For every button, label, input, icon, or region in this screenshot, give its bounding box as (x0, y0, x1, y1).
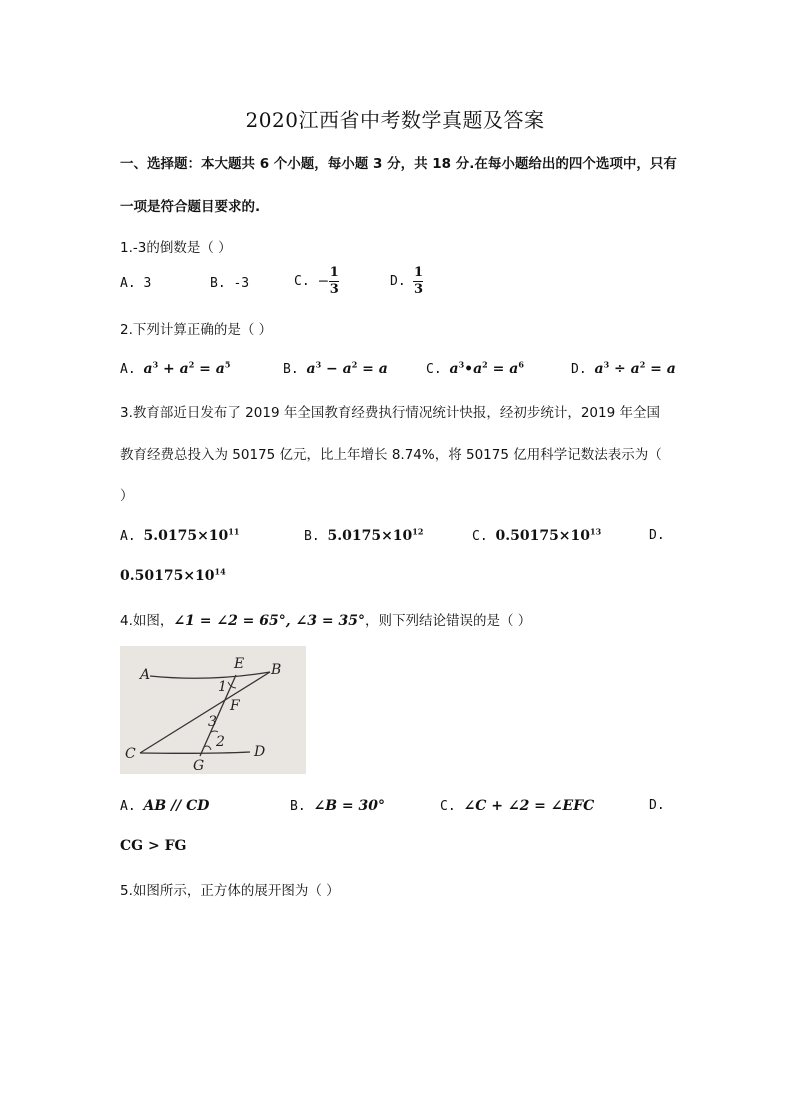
q3-option-a-exp: 11 (228, 526, 240, 537)
q4-option-d-text: CG > FG (120, 838, 187, 854)
q4-option-d-label: D. (649, 798, 665, 813)
label-1: 1 (218, 679, 227, 695)
q2-option-a-label: A. (120, 362, 136, 377)
q2-option-b-formula: $a^3 - a^2 = a$ (306, 359, 388, 377)
q3-option-d-base: 0.50175×10 (120, 568, 215, 584)
question-5-stem: 5.如图所示，正方体的展开图为（ ） (120, 883, 340, 899)
question-4-stem (120, 609, 531, 629)
q2-option-d-label: D. (571, 362, 587, 377)
label-e: E (234, 656, 245, 672)
q4-option-c-text: ∠C + ∠2 = ∠EFC (463, 798, 595, 814)
q1-c-denominator: 3 (329, 282, 339, 297)
q3-option-c-exp: 13 (590, 526, 602, 537)
q3-option-c-base: 0.50175×10 (495, 528, 591, 544)
q4-option-a-label: A. (120, 799, 136, 814)
q4-option-c (440, 798, 594, 814)
label-b: B (271, 662, 282, 678)
line-cd (140, 752, 250, 753)
q1-d-numerator: 1 (413, 265, 423, 280)
q2-option-b-label: B. (283, 362, 299, 377)
q1-d-denominator: 3 (413, 282, 423, 297)
section-heading-line1: 一、选择题：本大题共 6 个小题，每小题 3 分，共 18 分.在每小题给出的四个选项中，只有 (120, 156, 677, 172)
geometry-figure (120, 646, 306, 774)
q3-option-b-base: 5.0175×10 (327, 528, 413, 544)
q2-option-d-formula: $a^3 \div a^2 = a$ (594, 359, 676, 377)
q2-option-c (426, 361, 524, 377)
q1-option-b: B. -3 (210, 276, 250, 291)
angle-2-arc (204, 746, 211, 750)
q4-option-a (120, 798, 209, 814)
q2-option-d (571, 361, 676, 377)
q3-option-b-exp: 12 (412, 526, 424, 537)
q1-c-numerator: 1 (329, 265, 339, 280)
line-bc (140, 672, 270, 753)
label-2: 2 (216, 734, 225, 750)
q2-option-a (120, 361, 230, 377)
q3-option-d (120, 568, 226, 584)
q1-option-c-fraction (329, 266, 339, 297)
line-ab (150, 672, 270, 678)
q4-stem-post: ，则下列结论错误的是（ ） (364, 613, 532, 629)
question-3-line2: 教育经费总投入为 50175 亿元，比上年增长 8.74%，将 50175 亿用科学记数法表示为（ (120, 447, 662, 463)
label-g: G (193, 758, 205, 774)
page-title: 2020江西省中考数学真题及答案 (245, 108, 545, 132)
label-f: F (230, 698, 240, 714)
label-3: 3 (208, 714, 217, 730)
q4-option-b-text: ∠B = 30° (313, 798, 386, 814)
q3-option-d-label: D. (649, 528, 665, 543)
q1-option-d-label: D. (390, 274, 406, 289)
q4-option-b-label: B. (290, 799, 306, 814)
q3-option-c (472, 528, 601, 544)
q4-option-c-label: C. (440, 799, 456, 814)
q4-option-b (290, 798, 385, 814)
q3-option-a (120, 528, 239, 544)
label-c: C (125, 746, 136, 762)
label-a: A (140, 667, 151, 683)
q1-option-c (294, 266, 339, 297)
q1-option-c-label: C. (294, 274, 310, 289)
q4-stem-math: ∠1 = ∠2 = 65°, ∠3 = 35° (173, 613, 365, 629)
q3-option-a-label: A. (120, 529, 136, 544)
q2-option-b (283, 361, 388, 377)
q1-option-d (390, 266, 423, 297)
angle-3-arc (211, 731, 218, 732)
q4-stem-pre: 4.如图， (120, 613, 174, 629)
q2-option-c-label: C. (426, 362, 442, 377)
q3-option-b-label: B. (304, 529, 320, 544)
q1-option-c-sign: − (317, 273, 330, 290)
q3-option-c-label: C. (472, 529, 488, 544)
question-2-stem: 2.下列计算正确的是（ ） (120, 322, 273, 338)
q1-option-d-fraction (413, 266, 423, 297)
q1-option-a: A. 3 (120, 276, 152, 291)
q3-option-b (304, 528, 423, 544)
q3-option-d-exp: 14 (214, 566, 226, 577)
geometry-diagram (120, 646, 306, 774)
label-d: D (254, 744, 266, 760)
question-1-stem: 1.-3的倒数是（ ） (120, 240, 232, 256)
section-heading-line2: 一项是符合题目要求的. (120, 199, 261, 215)
question-3-line1: 3.教育部近日发布了 2019 年全国教育经费执行情况统计快报，经初步统计，2019 年全国 (120, 405, 660, 421)
question-3-line3: ） (120, 488, 134, 504)
q4-option-a-text: AB // CD (143, 798, 210, 814)
q2-option-c-formula: $a^3•a^2 = a^6$ (449, 359, 524, 377)
q3-option-a-base: 5.0175×10 (143, 528, 229, 544)
q2-option-a-formula: $a^3 + a^2 = a^5$ (143, 359, 231, 377)
